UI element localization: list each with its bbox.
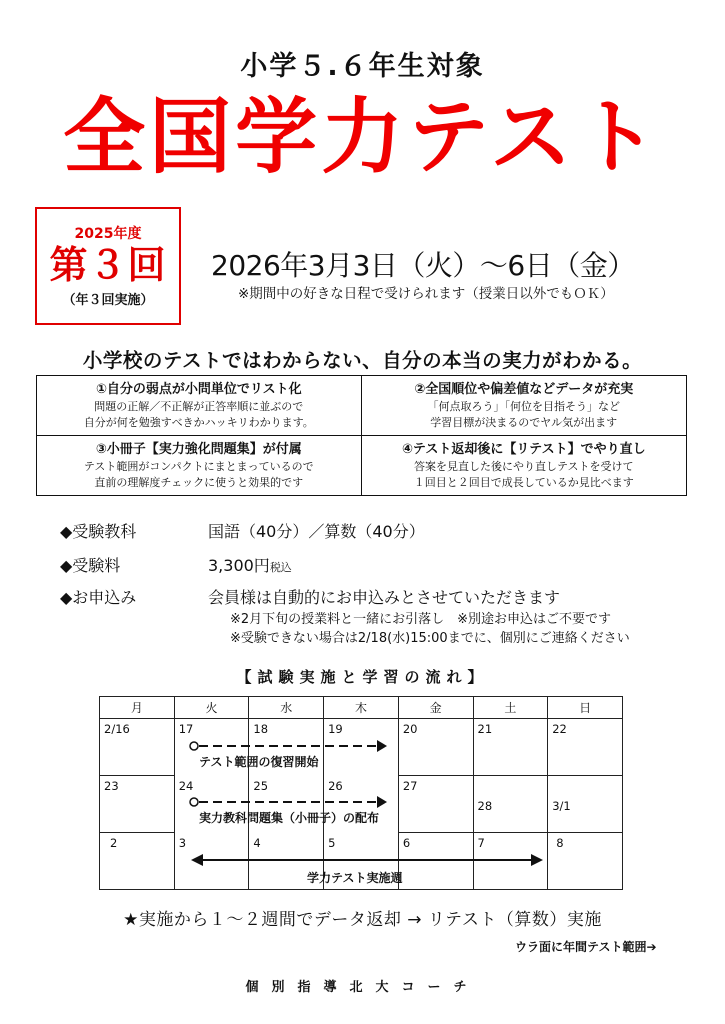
feature-desc: 直前の理解度チェックに使うと効果的です xyxy=(94,475,304,489)
feature-item xyxy=(362,376,687,436)
subjects-label: ◆受験教科 xyxy=(60,522,137,541)
calendar-day: 7 xyxy=(473,833,548,890)
result-note: ★実施から１～２週間でデータ返却 → リテスト（算数）実施 xyxy=(123,910,602,930)
weekday-header: 土 xyxy=(473,697,548,719)
subjects-value: 国語（40分）／算数（40分） xyxy=(208,522,425,541)
calendar-day: 4 xyxy=(249,833,324,890)
school-name: 個別指導北大コーチ xyxy=(245,980,480,995)
booklet-label: 実力教科問題集（小冊子）の配布 xyxy=(199,811,380,825)
round-badge xyxy=(35,207,181,325)
test-week-label: 学力テスト実施週 xyxy=(307,871,403,885)
calendar-day: 2 xyxy=(100,833,175,890)
feature-desc: 自分が何を勉強すべきかハッキリわかります。 xyxy=(83,416,314,429)
flow-title: 【試験実施と学習の流れ】 xyxy=(236,668,489,686)
apply-label: ◆お申込み xyxy=(60,588,137,607)
fee-amount: 3,300円 xyxy=(208,556,270,575)
flow-arrows xyxy=(99,696,623,890)
feature-title: ①自分の弱点が小問単位でリスト化 xyxy=(95,382,302,397)
calendar-day: 27 xyxy=(398,776,473,833)
page-title: 全国学力テスト xyxy=(63,90,662,185)
weekday-header: 木 xyxy=(324,697,399,719)
features-grid xyxy=(36,375,687,496)
test-dates: 2026年3月3日（火）～6日（金） xyxy=(211,249,635,282)
calendar-day: 19 xyxy=(324,719,399,776)
round-year: 2025年度 xyxy=(74,226,142,242)
feature-desc: 学習目標が決まるのでヤル気が出ます xyxy=(430,416,618,429)
weekday-header: 月 xyxy=(100,697,175,719)
feature-item xyxy=(37,376,362,436)
calendar-day: 8 xyxy=(548,833,623,890)
round-frequency: （年３回実施） xyxy=(62,293,154,308)
calendar-day: 18 xyxy=(249,719,324,776)
calendar-day: 23 xyxy=(100,776,175,833)
round-number: 第３回 xyxy=(49,243,167,287)
calendar-day: 3/1 xyxy=(548,776,623,833)
calendar-day: 28 xyxy=(473,776,548,833)
weekday-header: 日 xyxy=(548,697,623,719)
feature-title: ②全国順位や偏差値などデータが充実 xyxy=(414,382,634,397)
calendar-day: 26 xyxy=(324,776,399,833)
calendar-day: 6 xyxy=(398,833,473,890)
feature-desc: 答案を見直した後にやり直しテストを受けて xyxy=(413,459,634,473)
weekday-header: 金 xyxy=(398,697,473,719)
test-week-arrow xyxy=(191,854,543,866)
feature-title: ③小冊子【実力強化問題集】が付属 xyxy=(95,441,302,457)
feature-desc: 「何点取ろう」「何位を目指そう」など xyxy=(427,400,620,413)
calendar-day: 22 xyxy=(548,719,623,776)
calendar-day: 2/16 xyxy=(100,719,175,776)
weekday-header: 水 xyxy=(249,697,324,719)
calendar xyxy=(99,696,623,890)
feature-desc: 問題の正解／不正解が正答率順に並ぶので xyxy=(94,400,304,413)
fee-label: ◆受験料 xyxy=(60,556,121,575)
review-start-arrow xyxy=(190,740,387,752)
catchphrase: 小学校のテストではわからない、自分の本当の実力がわかる。 xyxy=(82,349,643,372)
feature-desc: １回目と２回目で成長しているか見比べます xyxy=(413,475,634,489)
fee-tax: 税込 xyxy=(269,561,292,574)
calendar-day: 5 xyxy=(324,833,399,890)
feature-title: ④テスト返却後に【リテスト】でやり直し xyxy=(401,441,646,457)
feature-item xyxy=(362,436,687,496)
calendar-day: 25 xyxy=(249,776,324,833)
apply-note-2: ※受験できない場合は2/18(水)15:00までに、個別にご連絡ください xyxy=(230,631,630,646)
calendar-day: 3 xyxy=(174,833,249,890)
weekday-header: 火 xyxy=(174,697,249,719)
feature-desc: テスト範囲がコンパクトにまとまっているので xyxy=(83,459,314,473)
calendar-day: 17 xyxy=(174,719,249,776)
apply-value: 会員様は自動的にお申込みとさせていただきます xyxy=(208,588,561,607)
apply-note-1: ※2月下旬の授業料と一緒にお引落し ※別途お申込はご不要です xyxy=(230,612,612,627)
calendar-day: 24 xyxy=(174,776,249,833)
target-grade: 小学５.６年生対象 xyxy=(240,51,485,82)
calendar-day: 20 xyxy=(398,719,473,776)
back-page-note: ウラ面に年間テスト範囲➔ xyxy=(515,940,657,954)
fee-value xyxy=(208,553,292,576)
booklet-distribution-arrow xyxy=(190,796,387,808)
dates-note: ※期間中の好きな日程で受けられます（授業日以外でもＯＫ） xyxy=(238,286,614,302)
review-start-label: テスト範囲の復習開始 xyxy=(199,755,319,769)
calendar-day: 21 xyxy=(473,719,548,776)
feature-item xyxy=(37,436,362,496)
